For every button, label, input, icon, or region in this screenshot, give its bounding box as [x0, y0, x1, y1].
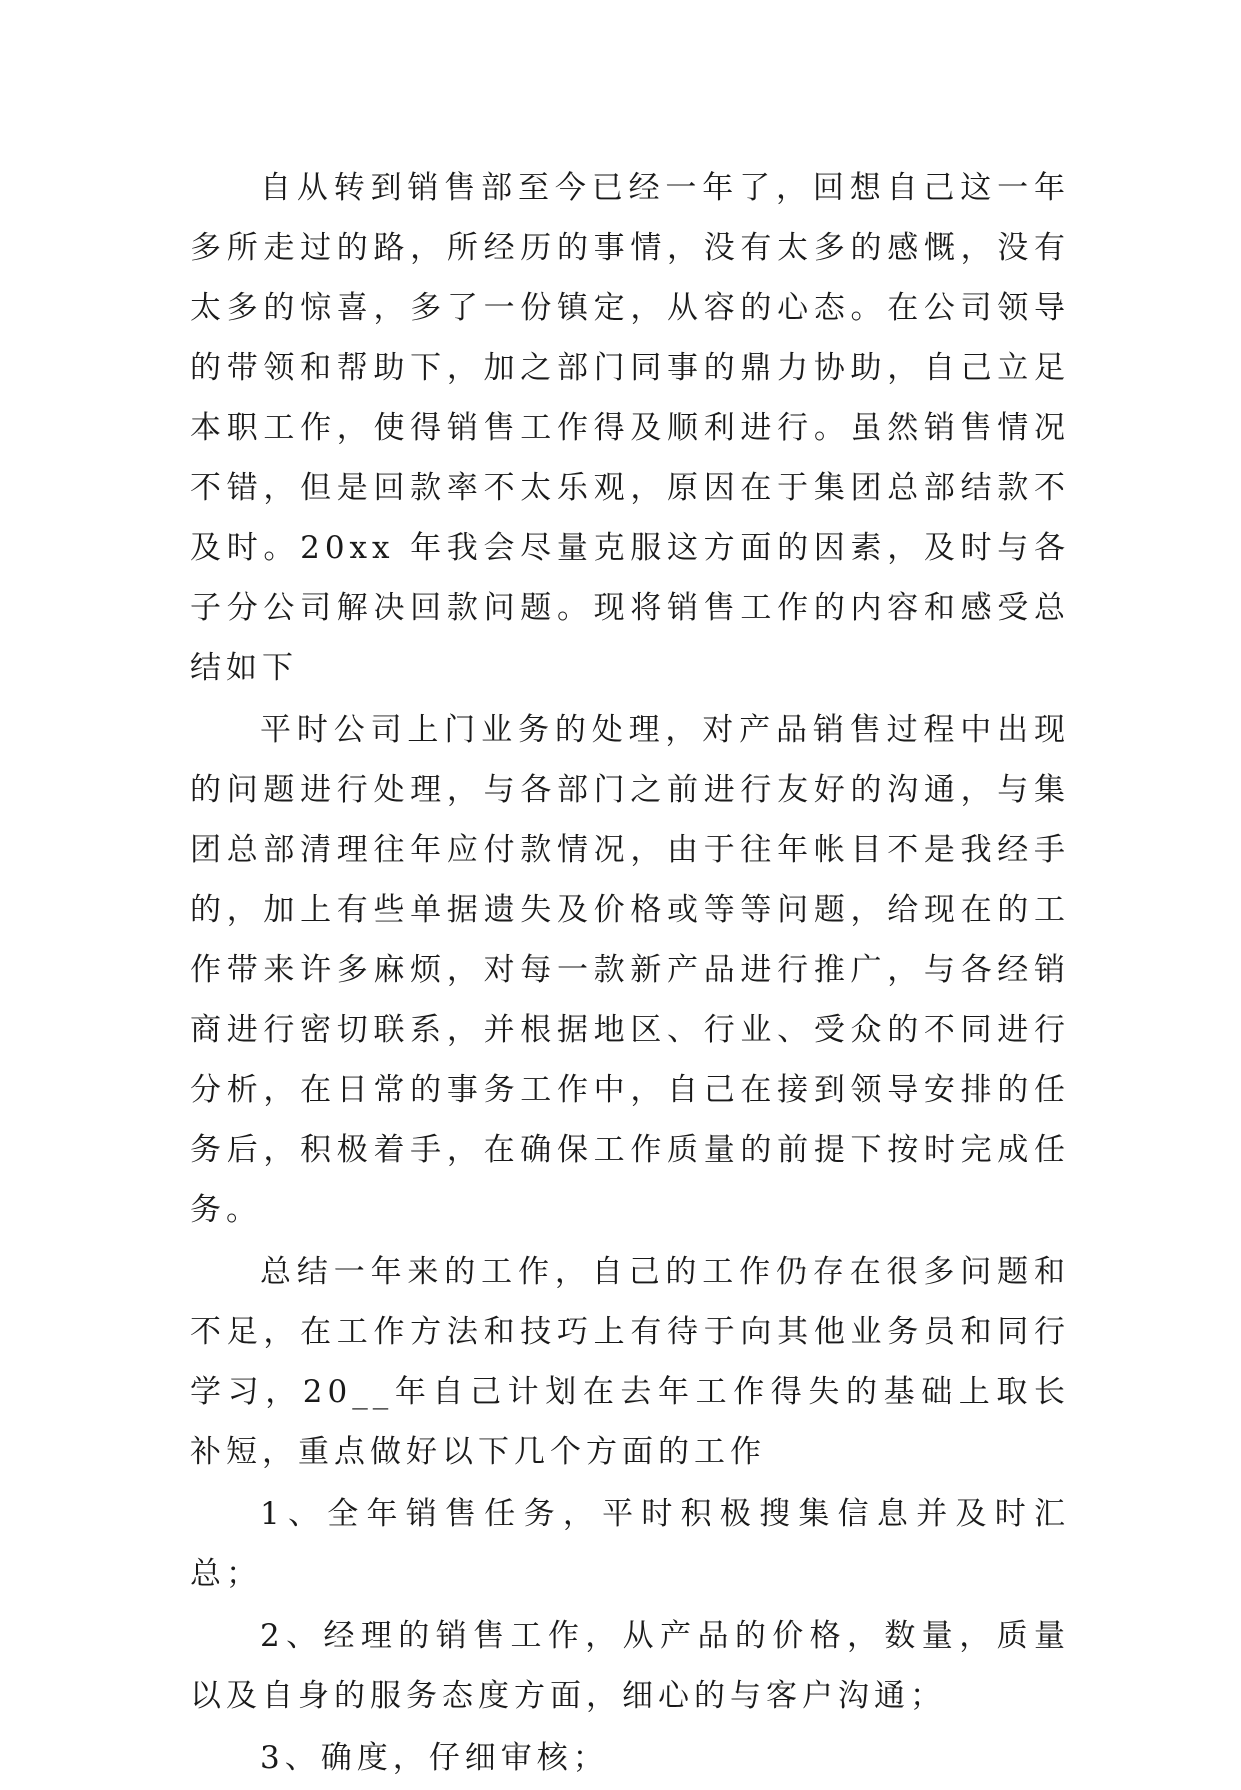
list-item-2: 2、经理的销售工作，从产品的价格，数量，质量以及自身的服务态度方面，细心的与客户沟通； [190, 1618, 1070, 1714]
paragraph-daily-work: 平时公司上门业务的处理，对产品销售过程中出现的问题进行处理，与各部门之前进行友好的沟通，与集团总部清理往年应付款情况，由于往年帐目不是我经手的，加上有些单据遗失及价格或等等问题，给现在的工作带来许多麻烦，对每一款新产品进行推广，与各经销商进行密切联系，并根据地区、行业、受众的不同进行分析，在日常的事务工作中，自己在接到领导安排的任务后，积极着手，在确保工作质量的前提下按时完成任务。 [190, 712, 1070, 1228]
list-item-1: 1、全年销售任务，平时积极搜集信息并及时汇总； [190, 1496, 1070, 1592]
document-body [190, 158, 1070, 1790]
paragraph-intro: 自从转到销售部至今已经一年了，回想自己这一年多所走过的路，所经历的事情，没有太多的感慨，没有太多的惊喜，多了一份镇定，从容的心态。在公司领导的带领和帮助下，加之部门同事的鼎力协助，自己立足本职工作，使得销售工作得及顺利进行。虽然销售情况不错，但是回款率不太乐观，原因在于集团总部结款不及时。20xx 年我会尽量克服这方面的因素，及时与各子分公司解决回款问题。现将销售工作的内容和感受总结如下 [190, 170, 1070, 686]
paragraph-summary: 总结一年来的工作，自己的工作仍存在很多问题和不足，在工作方法和技巧上有待于向其他业务员和同行学习，20__年自己计划在去年工作得失的基础上取长补短，重点做好以下几个方面的工作 [190, 1254, 1070, 1470]
list-item-3: 3、确度，仔细审核； [260, 1740, 609, 1776]
